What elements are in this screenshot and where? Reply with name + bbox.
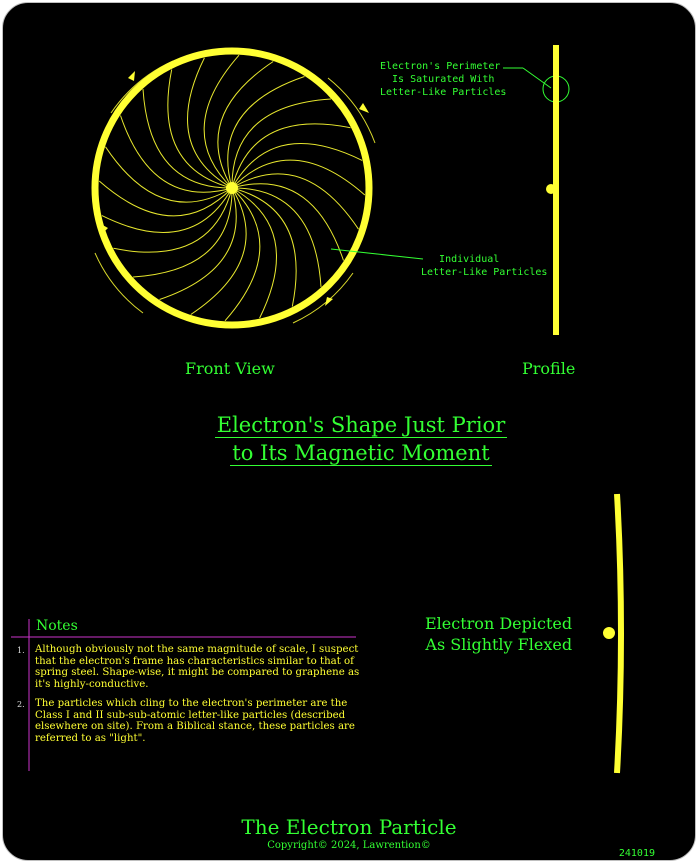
spiral-line	[121, 116, 233, 193]
note-item	[17, 644, 362, 690]
spiral-line	[232, 188, 296, 307]
spiral-line	[114, 188, 233, 252]
diagram-frame	[2, 2, 696, 861]
spiral-line	[102, 188, 232, 232]
spiral-line	[168, 70, 232, 189]
profile-caption: Profile	[522, 359, 576, 378]
spiral-line	[232, 188, 276, 318]
title-line-1: Electron's Shape Just Prior	[216, 413, 506, 437]
electron-profile-bulge	[546, 184, 556, 194]
image-code: 241019	[618, 848, 655, 859]
front-view-caption: Front View	[185, 359, 275, 378]
spiral-line	[228, 77, 305, 189]
particles-callout-label: Individual Letter-Like Particles	[421, 254, 548, 278]
electron-flexed-bulge	[603, 627, 615, 639]
note-text: Although obviously not the same magnitude of scale, I suspect that the electron's frame has characteristics similar to that of spring steel. Shape-wise, it might be compared to graphene as it's highly-conductive.	[35, 644, 360, 690]
spiral-line	[232, 144, 362, 188]
electron-center	[226, 182, 238, 194]
spiral-line	[160, 188, 237, 300]
perimeter-callout-label: Electron's Perimeter Is Saturated With Letter-Like Particles	[380, 61, 507, 98]
note-text: The particles which cling to the electron's perimeter are the Class I and II sub-sub-atomic letter-like particles (described elsewhere on site). From a Biblical stance, these particles are referred to as "light".	[35, 698, 355, 744]
note-number: 2.	[17, 700, 25, 709]
footer-title: The Electron Particle	[241, 815, 457, 839]
notes-heading: Notes	[36, 618, 78, 634]
note-item	[17, 698, 362, 744]
spiral-line	[232, 184, 344, 261]
title-line-2: to Its Magnetic Moment	[232, 441, 490, 465]
spiral-line	[232, 124, 351, 188]
notes-list	[17, 644, 362, 752]
spiral-line	[188, 58, 232, 188]
electron-flexed-curve	[617, 494, 621, 773]
flexed-caption: Electron Depicted As Slightly Flexed	[425, 614, 573, 654]
copyright-line: Copyright© 2024, Lawrention©	[267, 840, 431, 851]
note-number: 1.	[17, 646, 25, 655]
